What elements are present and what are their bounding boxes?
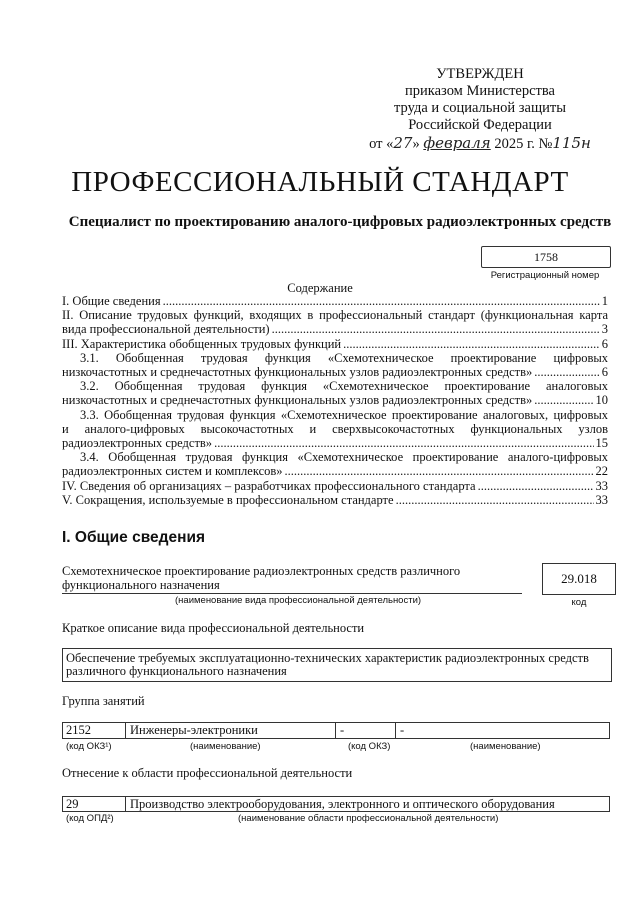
date-day: 27	[393, 134, 413, 152]
caption-okz2: (код ОКЗ)	[348, 741, 391, 752]
group-okz2: -	[340, 723, 345, 737]
caption-area-name: (наименование области профессиональной деятельности)	[238, 813, 499, 824]
date-month: февраля	[423, 134, 491, 152]
activity-caption: (наименование вида профессиональной деятельности)	[175, 595, 422, 606]
code-caption: код	[571, 597, 587, 608]
toc-item[interactable]: V. Сокращения, используемые в профессиональном стандарте ..... 33	[62, 493, 608, 507]
approval-title: УТВЕРЖДЕН	[436, 66, 524, 82]
approval-line-2: приказом Министерства	[405, 83, 555, 99]
approval-line-4: Российской Федерации	[408, 117, 552, 133]
toc-page: 10	[595, 393, 608, 408]
toc-page: 1	[601, 294, 608, 308]
caption-area-code: (код ОПД²)	[66, 813, 114, 824]
group-okz1: 2152	[66, 723, 91, 737]
toc-page: 15	[595, 436, 608, 451]
toc-item[interactable]: II. Описание трудовых функций, входящих в профессиональный стандарт (функциональная карта вида профессиональной деятельности) ..... 3	[62, 308, 608, 336]
caption-name2: (наименование)	[470, 741, 541, 752]
area-code: 29	[66, 797, 79, 811]
activity-code: 29.018	[561, 571, 597, 586]
toc-page: 6	[601, 365, 608, 380]
group-label: Группа занятий	[62, 694, 145, 708]
brief-description-label: Краткое описание вида профессиональной деятельности	[62, 621, 365, 635]
activity-code-box	[542, 563, 616, 595]
toc-page: 33	[595, 478, 608, 493]
group-table-bottom	[62, 738, 610, 739]
date-sep: »	[412, 136, 420, 152]
caption-okz1: (код ОКЗ¹)	[66, 741, 112, 752]
toc-page: 22	[595, 464, 608, 479]
brief-description-line1: Обеспечение требуемых эксплуатационно-технических характеристик радиоэлектронных средств	[66, 651, 589, 665]
toc-page: 6	[601, 336, 608, 351]
table-of-contents	[62, 294, 608, 507]
date-prefix: от «	[369, 136, 394, 152]
order-number: 115н	[552, 134, 591, 152]
toc-title: Содержание	[287, 281, 353, 295]
brief-description-line2: различного функционального назначения	[66, 664, 287, 678]
date-year: 2025 г. №	[494, 136, 553, 152]
activity-name-line1: Схемотехническое проектирование радиоэлектронных средств различного	[62, 564, 461, 578]
toc-page: 3	[601, 322, 608, 337]
registration-label: Регистрационный номер	[490, 270, 600, 281]
section-heading: I. Общие сведения	[62, 529, 206, 546]
document-subtitle: Специалист по проектированию аналого-цифровых радиоэлектронных средств	[68, 214, 612, 230]
toc-item[interactable]: 3.1. Обобщенная трудовая функция «Схемотехническое проектирование цифровых низкочастотных и среднечастотных функциональных узлов радиоэлектронных средств» ..... 6	[62, 351, 608, 379]
caption-name1: (наименование)	[190, 741, 261, 752]
document-title: ПРОФЕССИОНАЛЬНЫЙ СТАНДАРТ	[71, 166, 569, 198]
approval-date-line	[360, 135, 600, 153]
toc-item[interactable]: III. Характеристика обобщенных трудовых функций ..... 6	[62, 337, 608, 351]
toc-item[interactable]: 3.3. Обобщенная трудовая функция «Схемотехническое проектирование аналоговых, цифровых и аналого-цифровых высокочастотных и сверхвысокочастотных функциональных узлов радиоэлектронных средств» ..... 15	[62, 408, 608, 451]
activity-underline	[62, 593, 522, 594]
toc-page: 33	[595, 492, 608, 507]
toc-item[interactable]: 3.4. Обобщенная трудовая функция «Схемотехническое проектирование аналого-цифровых радиоэлектронных систем и комплексов» ..... 22	[62, 450, 608, 478]
registration-number: 1758	[534, 250, 558, 264]
approval-line-3: труда и социальной защиты	[394, 100, 566, 116]
toc-item[interactable]: 3.2. Обобщенная трудовая функция «Схемотехническое проектирование аналоговых низкочастотных и среднечастотных функциональных узлов радиоэлектронных средств» ..... 10	[62, 379, 608, 407]
toc-item[interactable]: IV. Сведения об организациях – разработчиках профессионального стандарта ..... 33	[62, 479, 608, 493]
group-name1: Инженеры-электроники	[130, 723, 258, 737]
registration-number-box	[481, 246, 611, 268]
toc-item[interactable]: I. Общие сведения ..... 1	[62, 294, 608, 308]
area-name: Производство электрооборудования, электронного и оптического оборудования	[130, 797, 555, 811]
approval-block	[360, 66, 600, 153]
area-label: Отнесение к области профессиональной деятельности	[62, 766, 353, 780]
activity-name-line2: функционального назначения	[62, 578, 220, 592]
group-name2: -	[400, 723, 405, 737]
